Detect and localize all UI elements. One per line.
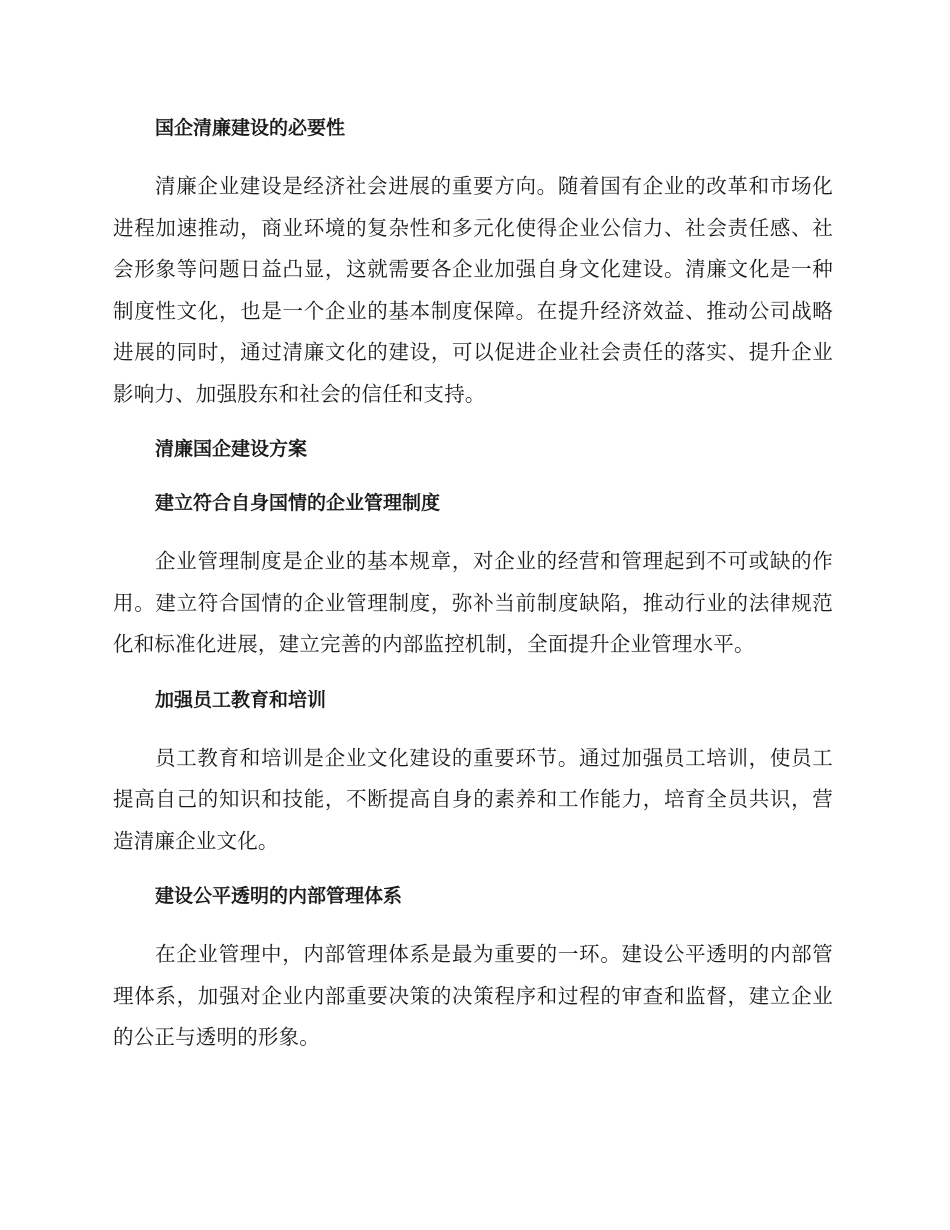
section-heading-internal-management: 建设公平透明的内部管理体系 [155, 885, 403, 907]
section-heading-training: 加强员工教育和培训 [155, 688, 327, 711]
document-body [113, 112, 833, 1059]
section-heading-necessity: 国企清廉建设的必要性 [155, 117, 346, 139]
section-paragraph-necessity: 清廉企业建设是经济社会进展的重要方向。随着国有企业的改革和市场化进程加速推动，商业环境的复杂性和多元化使得企业公信力、社会责任感、社会形象等问题日益凸显，这就需要各企业加强自身文化建设。清廉文化是一种制度性文化，也是一个企业的基本制度保障。在提升经济效益、推动公司战略进展的同时，通过清廉文化的建设，可以促进企业社会责任的落实、提升企业影响力、加强股东和社会的信任和支持。 [113, 174, 833, 406]
section-paragraph-internal-management: 在企业管理中，内部管理体系是最为重要的一环。建设公平透明的内部管理体系，加强对企业内部重要决策的决策程序和过程的审查和监督，建立企业的公正与透明的形象。 [113, 942, 833, 1049]
section-paragraph-training: 员工教育和培训是企业文化建设的重要环节。通过加强员工培训，使员工提高自己的知识和技能，不断提高自身的素养和工作能力，培育全员共识，营造清廉企业文化。 [113, 745, 833, 853]
section-heading-plan: 清廉国企建设方案 [155, 438, 308, 460]
section-paragraph-management-system: 企业管理制度是企业的基本规章，对企业的经营和管理起到不可或缺的作用。建立符合国情的企业管理制度，弥补当前制度缺陷，推动行业的法律规范化和标准化进展，建立完善的内部监控机制，全面提升企业管理水平。 [113, 549, 833, 656]
section-heading-management-system: 建立符合自身国情的企业管理制度 [155, 492, 441, 514]
